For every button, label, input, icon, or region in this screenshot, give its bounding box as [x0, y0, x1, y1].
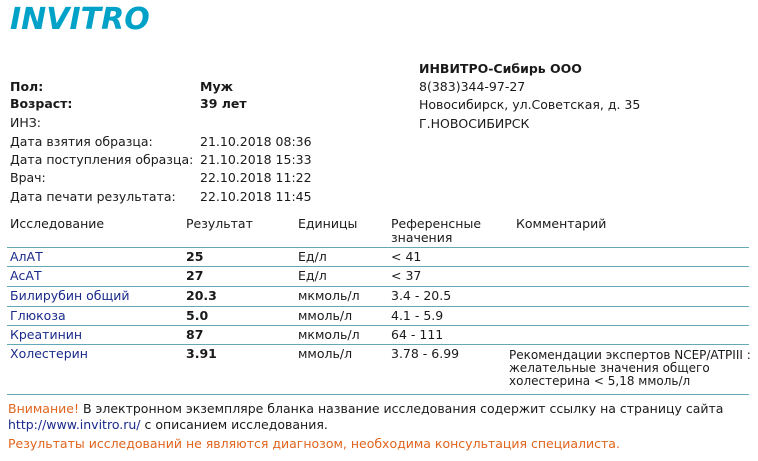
sample-received-value: 21.10.2018 15:33 [200, 152, 312, 167]
printed-value: 22.10.2018 11:45 [200, 189, 312, 204]
invitro-site-link[interactable]: http://www.invitro.ru/ [8, 417, 141, 432]
units-value: мкмоль/л [298, 327, 360, 342]
sample-received-label: Дата поступления образца: [10, 152, 194, 167]
result-value: 5.0 [186, 308, 209, 323]
doctor-value: 22.10.2018 11:22 [200, 170, 312, 185]
disclaimer: Результаты исследований не являются диагнозом, необходима консультация специалиста. [8, 436, 620, 451]
org-phone: 8(383)344-97-27 [419, 79, 526, 94]
test-name-link[interactable]: Холестерин [10, 346, 88, 361]
units-value: ммоль/л [298, 346, 353, 361]
result-value: 87 [186, 327, 204, 342]
units-value: Ед/л [298, 249, 327, 264]
sex-value: Муж [200, 79, 234, 94]
result-value: 3.91 [186, 346, 217, 361]
table-row [7, 247, 749, 266]
warning-word: Внимание! [8, 401, 79, 416]
test-name-link[interactable]: Креатинин [10, 327, 83, 342]
warning-note [8, 401, 723, 433]
header-comment: Комментарий [516, 216, 607, 231]
units-value: мкмоль/л [298, 288, 360, 303]
comment-value: Рекомендации экспертов NCEP/ATPIII : желательные значения общего холестерина < 5,18 ммоль/л [509, 348, 751, 388]
reference-value: 64 - 111 [391, 327, 444, 342]
sex-label: Пол: [10, 79, 44, 94]
table-row [7, 325, 749, 344]
header-units: Единицы [298, 216, 358, 231]
table-row [7, 266, 749, 285]
header-result: Результат [186, 216, 253, 231]
test-name-link[interactable]: Глюкоза [10, 308, 66, 323]
warning-text: В электронном экземпляре бланка название исследования содержит ссылку на страницу сайта [78, 401, 724, 416]
org-name: ИНВИТРО-Сибирь ООО [419, 61, 582, 76]
inz-label: ИНЗ: [10, 115, 41, 130]
printed-label: Дата печати результата: [10, 189, 176, 204]
header-reference-line1: Референсные [391, 216, 482, 231]
test-name-link[interactable]: АсАТ [10, 268, 42, 283]
units-value: Ед/л [298, 268, 327, 283]
table-row [7, 344, 749, 395]
sample-taken-value: 21.10.2018 08:36 [200, 134, 312, 149]
result-value: 20.3 [186, 288, 217, 303]
reference-value: < 37 [391, 268, 422, 283]
test-name-link[interactable]: АлАТ [10, 249, 43, 264]
reference-value: 4.1 - 5.9 [391, 308, 444, 323]
reference-value: 3.78 - 6.99 [391, 346, 460, 361]
table-bottom-divider [7, 394, 749, 395]
test-name-link[interactable]: Билирубин общий [10, 288, 130, 303]
link-suffix: с описанием исследования. [140, 417, 328, 432]
sample-taken-label: Дата взятия образца: [10, 134, 153, 149]
header-reference [391, 217, 481, 245]
org-city: Г.НОВОСИБИРСК [419, 116, 530, 131]
result-value: 27 [186, 268, 204, 283]
table-row [7, 286, 749, 305]
invitro-logo: INVITRO [10, 2, 150, 37]
reference-value: < 41 [391, 249, 422, 264]
doctor-label: Врач: [10, 170, 46, 185]
result-value: 25 [186, 249, 204, 264]
table-row [7, 306, 749, 325]
org-address: Новосибирск, ул.Советская, д. 35 [419, 97, 641, 112]
reference-value: 3.4 - 20.5 [391, 288, 452, 303]
header-test: Исследование [10, 216, 105, 231]
age-label: Возраст: [10, 96, 73, 111]
age-value: 39 лет [200, 96, 247, 111]
header-reference-line2: значения [391, 230, 453, 245]
units-value: ммоль/л [298, 308, 353, 323]
